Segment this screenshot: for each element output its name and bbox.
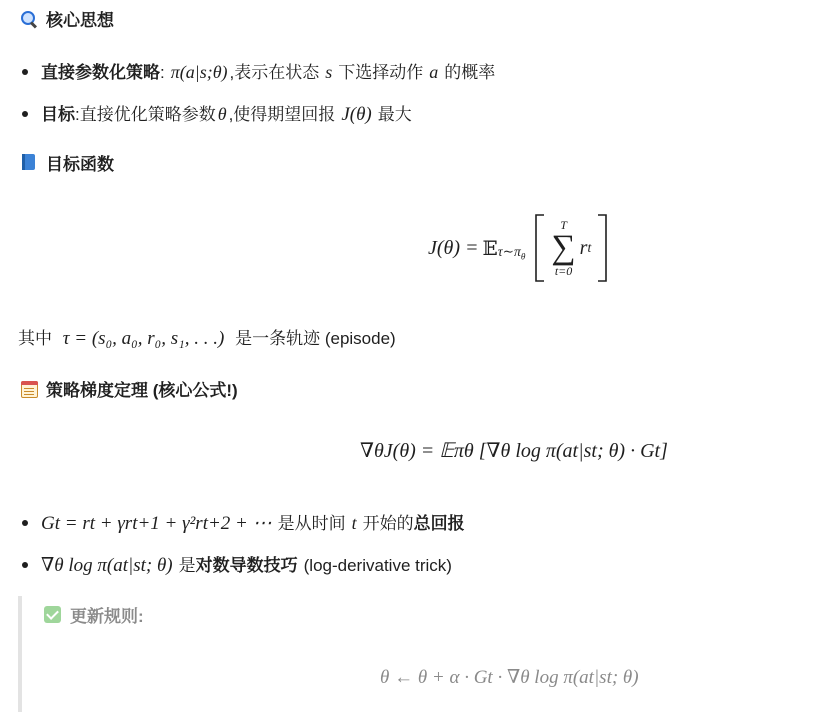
log-derivative-math: ∇θ log π(at|st; θ) <box>41 555 173 576</box>
text: 开始的 <box>362 514 414 533</box>
sigma: ∑ <box>551 229 576 266</box>
bullet-dot <box>22 69 28 75</box>
note-text: 是一条轨迹 (episode) <box>235 329 396 348</box>
section-heading-objective <box>20 150 114 175</box>
text: 最大 <box>377 105 412 124</box>
bullet-objective <box>22 100 412 126</box>
expectation-subsub: θ <box>520 251 526 262</box>
objective-formula: J(θ) = 𝔼 $_{\tau\sim\pi_\theta}$ T ∑ t=0 r t <box>428 208 609 288</box>
text: 的概率 <box>444 63 496 82</box>
bullet-bold: 目标 <box>41 105 75 124</box>
text: 是从时间 <box>277 514 346 533</box>
heading-text: 策略梯度定理 (核心公式!) <box>46 381 238 400</box>
bullet-bold: 总回报 <box>413 514 465 533</box>
colon: : <box>160 63 165 82</box>
bullet-dot <box>22 111 28 117</box>
formula-lhs: J(θ) = <box>428 236 479 259</box>
left-bracket <box>533 213 547 283</box>
text: ,表示在状态 <box>229 63 320 82</box>
bullet-bold: 直接参数化策略 <box>41 63 160 82</box>
bullet-dot <box>22 562 28 568</box>
heading-text: 目标函数 <box>46 155 114 174</box>
bullet-parameterized-policy <box>22 58 495 83</box>
summation <box>551 219 575 277</box>
bullet-dot <box>22 520 28 526</box>
check-icon <box>44 606 61 623</box>
policy-math: π(a|s;θ) <box>170 62 228 82</box>
note-prefix: 其中 <box>18 329 52 348</box>
return-math: Gt = rt + γrt+1 + γ²rt+2 + ⋯ <box>41 513 272 534</box>
var-s: s <box>325 62 333 82</box>
objective-math: J(θ) <box>341 104 372 125</box>
update-rule-label <box>44 602 144 627</box>
magnifier-icon <box>20 10 37 27</box>
book-icon <box>20 154 37 171</box>
expectation-sub: τ∼π <box>497 243 521 259</box>
bullet-log-derivative <box>22 551 452 577</box>
label-text: 更新规则: <box>70 607 144 626</box>
section-heading-core-idea <box>20 6 114 31</box>
ledger-icon <box>20 380 37 397</box>
var-theta: θ <box>217 104 227 124</box>
trajectory-note <box>18 324 396 350</box>
trajectory-math: τ = (s₀, a₀, r₀, s₁, . . .) <box>62 328 225 349</box>
var-t: t <box>351 513 357 533</box>
sum-lower: t=0 <box>554 264 573 278</box>
update-rule-quote <box>18 596 812 712</box>
bullet-total-return <box>22 509 465 535</box>
update-rule-formula: θ ← θ + α · Gt · ∇θ log π(at|st; θ) <box>380 667 639 688</box>
reward-term: r <box>579 236 588 259</box>
heading-text: 核心思想 <box>46 11 114 30</box>
var-a: a <box>429 62 439 82</box>
text: ,使得期望回报 <box>228 105 336 124</box>
text: 是 <box>178 556 196 575</box>
sum-upper: T <box>560 218 567 232</box>
text: 下选择动作 <box>338 63 424 82</box>
text: :直接优化策略参数 <box>75 105 216 124</box>
expectation-symbol: 𝔼 <box>482 237 498 260</box>
bullet-bold: 对数导数技巧 <box>195 556 298 575</box>
section-heading-policy-gradient <box>20 376 238 401</box>
right-bracket <box>595 213 609 283</box>
text: (log-derivative trick) <box>303 556 452 575</box>
policy-gradient-formula: ∇θJ(θ) = 𝔼πθ [∇θ log π(at|st; θ) · Gt] <box>360 440 668 462</box>
